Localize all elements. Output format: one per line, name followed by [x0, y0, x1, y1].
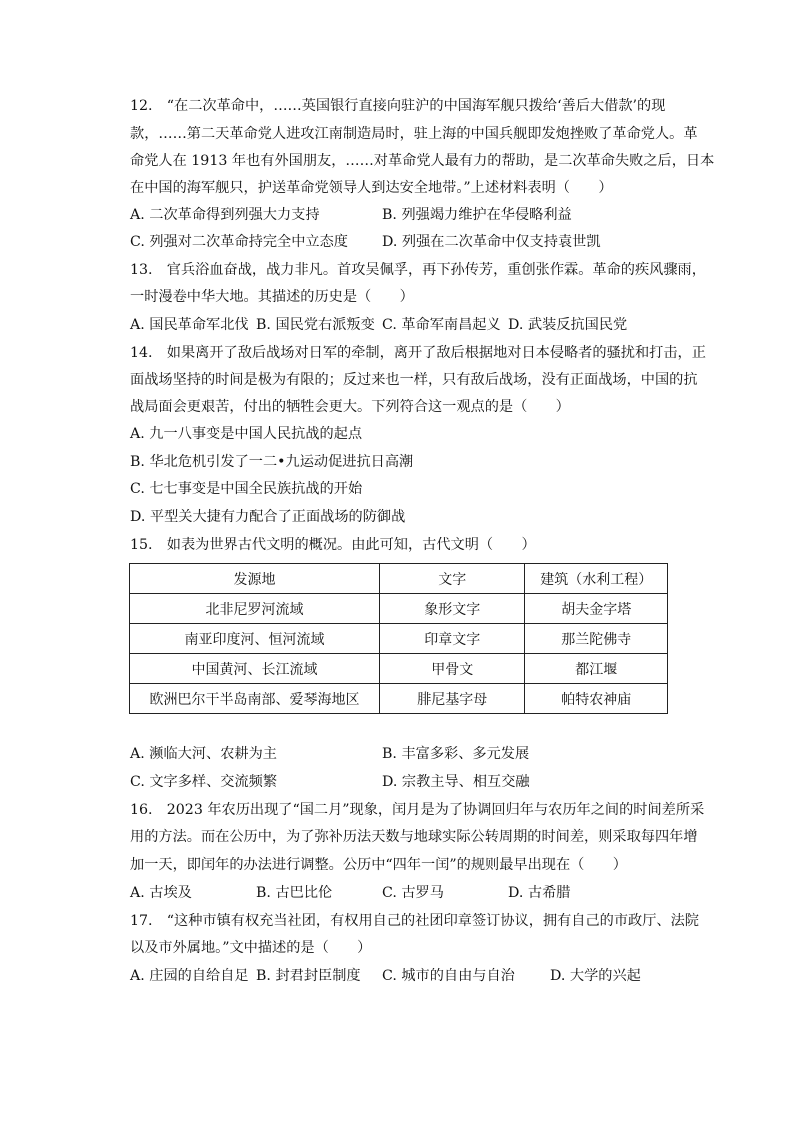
- q17-line-1: 17. “这种市镇有权充当社团，有权用自己的社团印章签订协议，拥有自己的市政厅、法院: [130, 913, 699, 929]
- civilization-table: [129, 563, 668, 714]
- q15-option-b[interactable]: B. 丰富多彩、多元发展: [382, 746, 530, 762]
- q17-option-d[interactable]: D. 大学的兴起: [550, 968, 641, 984]
- q12-line-1: 12. “在二次革命中，……英国银行直接向驻沪的中国海军舰只拨给‘善后大借款’的现: [130, 98, 666, 114]
- q15-option-d[interactable]: D. 宗教主导、相互交融: [382, 774, 530, 790]
- table-header-cell: 建筑（水利工程）: [525, 564, 668, 594]
- table-cell: 胡夫金字塔: [525, 594, 668, 624]
- q12-line-3: 命党人在 1913 年也有外国朋友，……对革命党人最有力的帮助，是二次革命失败之后，日本: [130, 153, 715, 169]
- table-cell: 印章文字: [380, 624, 525, 654]
- table-cell: 南亚印度河、恒河流域: [130, 624, 380, 654]
- q14-line-2: 面战场坚持的时间是极为有限的；反过来也一样，只有敌后战场，没有正面战场，中国的抗: [130, 372, 698, 388]
- q14-line-1: 14. 如果离开了敌后战场对日军的牵制，离开了敌后根据地对日本侵略者的骚扰和打击，正: [130, 345, 706, 361]
- q13-line-2: 一时漫卷中华大地。其描述的历史是（ ）: [130, 289, 414, 305]
- q12-option-c[interactable]: C. 列强对二次革命持完全中立态度: [130, 234, 348, 250]
- q17-line-2: 以及市外属地。”文中描述的是（ ）: [130, 940, 372, 956]
- q13-line-1: 13. 官兵浴血奋战，战力非凡。首攻吴佩孚，再下孙传芳，重创张作霖。革命的疾风骤雨，: [130, 262, 706, 278]
- q13-option-b[interactable]: B. 国民党右派叛变: [256, 317, 375, 333]
- q17-option-c[interactable]: C. 城市的自由与自治: [382, 968, 515, 984]
- table-cell: 那兰陀佛寺: [525, 624, 668, 654]
- q17-option-b[interactable]: B. 封君封臣制度: [256, 968, 361, 984]
- q15-option-c[interactable]: C. 文字多样、交流频繁: [130, 774, 278, 790]
- q16-option-b[interactable]: B. 古巴比伦: [256, 885, 333, 901]
- table-row: [130, 654, 668, 684]
- table-cell: 中国黄河、长江流域: [130, 654, 380, 684]
- q16-line-2: 用的方法。而在公历中，为了弥补历法天数与地球实际公转周期的时间差，则采取每四年增: [130, 829, 698, 845]
- q12-option-d[interactable]: D. 列强在二次革命中仅支持袁世凯: [382, 234, 601, 250]
- q16-line-3: 加一天，即闰年的办法进行调整。公历中“四年一闰”的规则最早出现在（ ）: [130, 857, 627, 873]
- table-cell: 北非尼罗河流域: [130, 594, 380, 624]
- table-cell: 帕特农神庙: [525, 684, 668, 714]
- table-cell: 甲骨文: [380, 654, 525, 684]
- q13-option-c[interactable]: C. 革命军南昌起义: [382, 317, 501, 333]
- table-cell: 都江堰: [525, 654, 668, 684]
- q14-option-b[interactable]: B. 华北危机引发了一二•九运动促进抗日高潮: [130, 454, 414, 470]
- q16-line-1: 16. 2023 年农历出现了“国二月”现象，闰月是为了协调回归年与农历年之间的时间差所采: [130, 802, 705, 818]
- table-row: [130, 624, 668, 654]
- q16-option-d[interactable]: D. 古希腊: [508, 885, 571, 901]
- table-header-cell: 发源地: [130, 564, 380, 594]
- q12-line-4: 在中国的海军舰只，护送革命党领导人到达安全地带。”上述材料表明（ ）: [130, 180, 613, 196]
- q14-option-a[interactable]: A. 九一八事变是中国人民抗战的起点: [130, 426, 363, 442]
- table-row: [130, 684, 668, 714]
- table-header-cell: 文字: [380, 564, 525, 594]
- q16-option-c[interactable]: C. 古罗马: [382, 885, 444, 901]
- q15-option-a[interactable]: A. 濒临大河、农耕为主: [130, 746, 277, 762]
- q13-option-a[interactable]: A. 国民革命军北伐: [130, 317, 249, 333]
- q13-option-d[interactable]: D. 武装反抗国民党: [508, 317, 628, 333]
- q14-line-3: 战局面会更艰苦，付出的牺牲会更大。下列符合这一观点的是（ ）: [130, 399, 570, 415]
- table-cell: 象形文字: [380, 594, 525, 624]
- table-row: [130, 594, 668, 624]
- q14-option-d[interactable]: D. 平型关大捷有力配合了正面战场的防御战: [130, 509, 406, 525]
- q12-option-b[interactable]: B. 列强竭力维护在华侵略利益: [382, 207, 572, 223]
- q12-option-a[interactable]: A. 二次革命得到列强大力支持: [130, 207, 320, 223]
- table-header-row: [130, 564, 668, 594]
- table-cell: 腓尼基字母: [380, 684, 525, 714]
- q16-option-a[interactable]: A. 古埃及: [130, 885, 192, 901]
- table-cell: 欧洲巴尔干半岛南部、爱琴海地区: [130, 684, 380, 714]
- q17-option-a[interactable]: A. 庄园的自给自足: [130, 968, 249, 984]
- q15-line-1: 15. 如表为世界古代文明的概况。由此可知，古代文明（ ）: [130, 537, 536, 553]
- q12-line-2: 款，……第二天革命党人进攻江南制造局时，驻上海的中国兵舰即发炮挫败了革命党人。革: [130, 126, 698, 142]
- q14-option-c[interactable]: C. 七七事变是中国全民族抗战的开始: [130, 481, 363, 497]
